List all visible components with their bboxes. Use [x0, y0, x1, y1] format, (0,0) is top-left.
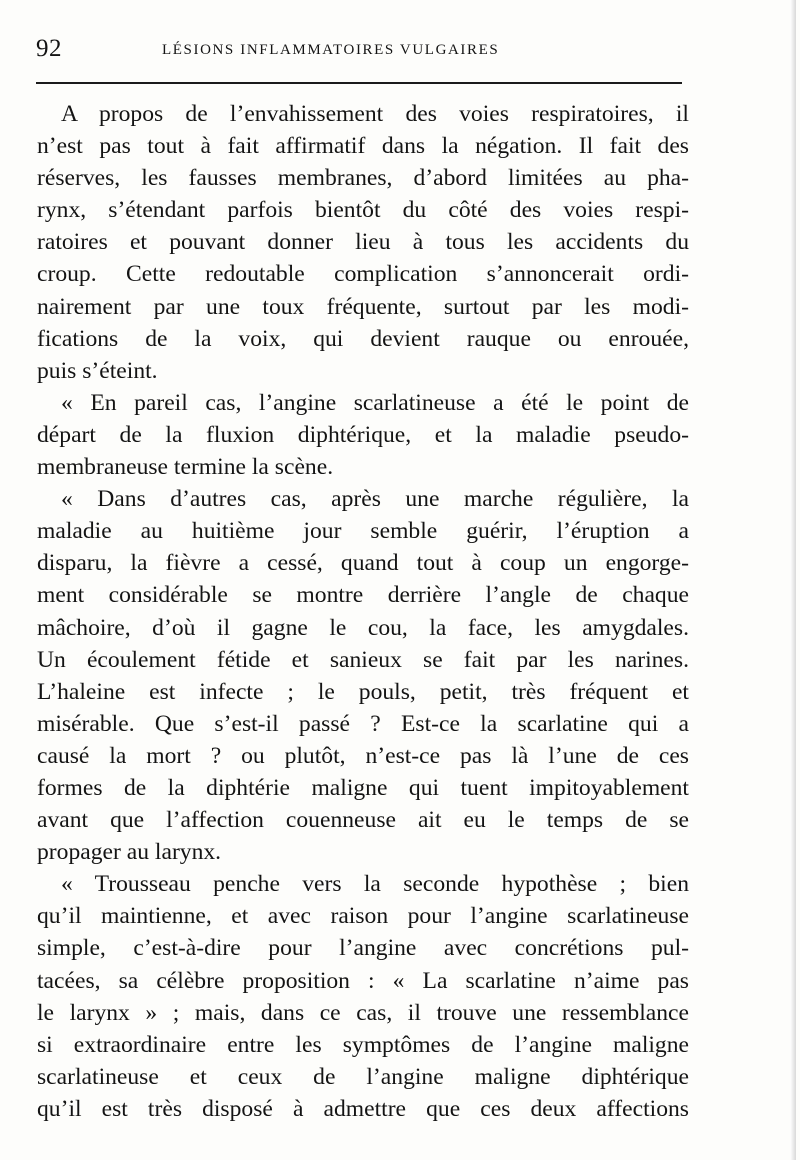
text-line: « En pareil cas, l’angine scarlatineuse a été le point de: [61, 389, 689, 416]
page-number: 92: [36, 35, 62, 62]
text-line: mâchoire, d’où il gagne le cou, la face, les amygdales.: [37, 614, 689, 641]
text-line: départ de la fluxion diphtérique, et la maladie pseudo-: [37, 421, 689, 448]
text-line: membraneuse termine la scène.: [37, 454, 334, 481]
text-line: A propos de l’envahissement des voies respiratoires, il: [61, 101, 689, 127]
text-line: fications de la voix, qui devient rauque ou enrouée,: [37, 325, 689, 352]
text-line: disparu, la fièvre a cessé, quand tout à coup un engorge-: [37, 550, 689, 577]
text-line: avant que l’affection couenneuse ait eu le temps de se: [37, 807, 689, 834]
text-line: « Trousseau penche vers la seconde hypothèse ; bien: [61, 871, 689, 898]
page-header: [36, 34, 682, 64]
text-line: si extraordinaire entre les symptômes de l’angine maligne: [37, 1031, 689, 1058]
text-line: croup. Cette redoutable complication s’annoncerait ordi-: [37, 261, 689, 288]
text-line: réserves, les fausses membranes, d’abord limitées au pha-: [37, 165, 689, 192]
text-line: nairement par une toux fréquente, surtout par les modi-: [37, 293, 689, 320]
header-rule: [36, 82, 682, 84]
text-line: causé la mort ? ou plutôt, n’est-ce pas là l’une de ces: [37, 742, 689, 769]
text-line: ratoires et pouvant donner lieu à tous les accidents du: [37, 229, 689, 256]
text-line: maladie au huitième jour semble guérir, l’éruption a: [37, 518, 689, 545]
text-line: qu’il maintienne, et avec raison pour l’angine scarlatineuse: [37, 903, 689, 930]
text-line: L’haleine est infecte ; le pouls, petit, très fréquent et: [37, 678, 689, 705]
text-line: le larynx » ; mais, dans ce cas, il trouve une ressemblance: [37, 999, 689, 1026]
text-line: propager au larynx.: [37, 839, 222, 866]
text-line: formes de la diphtérie maligne qui tuent impitoyablement: [37, 774, 689, 801]
text-line: misérable. Que s’est-il passé ? Est-ce la scarlatine qui a: [37, 710, 689, 737]
page-edge-shadow: [790, 0, 796, 1160]
text-line: Un écoulement fétide et sanieux se fait par les narines.: [37, 646, 689, 673]
text-line: « Dans d’autres cas, après une marche régulière, la: [61, 486, 689, 513]
text-line: scarlatineuse et ceux de l’angine maligne diphtérique: [37, 1063, 689, 1090]
text-line: simple, c’est-à-dire pour l’angine avec concrétions pul-: [37, 935, 689, 962]
text-line: rynx, s’étendant parfois bientôt du côté des voies respi-: [37, 197, 689, 224]
text-line: n’est pas tout à fait affirmatif dans la négation. Il fait des: [37, 133, 689, 160]
text-line: ment considérable se montre derrière l’angle de chaque: [37, 582, 689, 609]
text-line: puis s’éteint.: [37, 357, 158, 384]
body-text: [37, 98, 689, 1125]
text-line: tacées, sa célèbre proposition : « La scarlatine n’aime pas: [37, 967, 689, 994]
running-head: LÉSIONS INFLAMMATOIRES VULGAIRES: [162, 42, 500, 58]
text-line: qu’il est très disposé à admettre que ces deux affections: [37, 1095, 689, 1122]
